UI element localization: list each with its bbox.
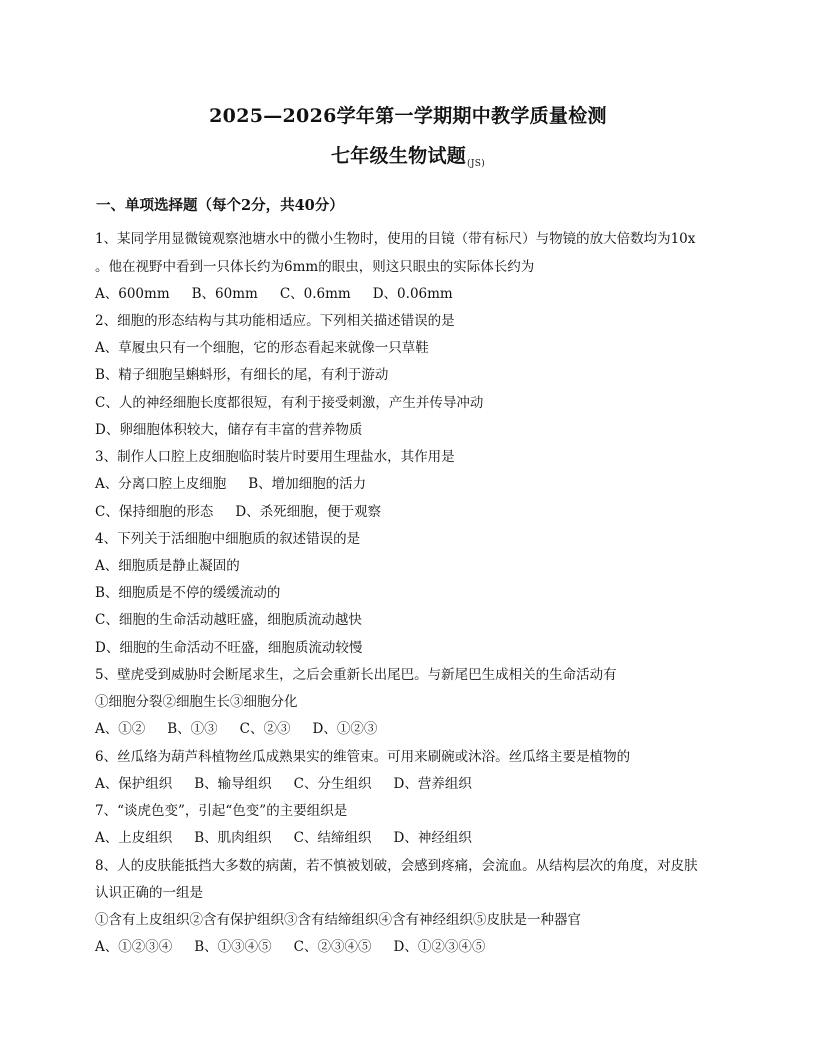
- question-1-options: [95, 285, 453, 303]
- option-a: A、上皮组织: [95, 830, 173, 846]
- exam-subtitle: [0, 141, 816, 169]
- option-c: C、②③④⑤: [293, 939, 372, 955]
- option-c: C、0.6mm: [279, 286, 351, 302]
- option-b: B、输导组织: [194, 776, 272, 792]
- question-2-option-c: C、人的神经细胞长度都很短，有利于接受刺激，产生并传导冲动: [95, 395, 484, 411]
- question-4-option-a: A、细胞质是静止凝固的: [95, 558, 240, 574]
- question-3-options-row-2: [95, 503, 381, 521]
- option-a: A、600mm: [95, 286, 170, 302]
- question-5-options: [95, 720, 377, 738]
- question-4-option-d: D、细胞的生命活动不旺盛，细胞质流动较慢: [95, 640, 363, 656]
- option-d: D、杀死细胞，便于观察: [235, 504, 382, 520]
- question-3-options-row-1: [95, 475, 366, 493]
- question-2-option-b: B、精子细胞呈蝌蚪形，有细长的尾，有利于游动: [95, 367, 389, 383]
- subtitle-text: 七年级生物试题: [330, 145, 467, 167]
- option-a: A、①②③④: [95, 939, 173, 955]
- question-2-stem: 2、细胞的形态结构与其功能相适应。下列相关描述错误的是: [95, 313, 455, 329]
- question-8-stem-line-2: 认识正确的一组是: [95, 885, 203, 901]
- question-1-stem-line-1: 1、某同学用显微镜观察池塘水中的微小生物时，使用的目镜（带有标尺）与物镜的放大倍数均为10x: [95, 231, 696, 247]
- question-6-options: [95, 775, 472, 793]
- question-5-stem-line-1: 5、壁虎受到威胁时会断尾求生，之后会重新长出尾巴。与新尾巴生成相关的生命活动有: [95, 667, 617, 683]
- question-7-stem: 7、“谈虎色变”，引起“色变”的主要组织是: [95, 803, 348, 819]
- option-c: C、保持细胞的形态: [95, 504, 214, 520]
- option-c: C、结缔组织: [293, 830, 372, 846]
- question-4-option-c: C、细胞的生命活动越旺盛，细胞质流动越快: [95, 612, 362, 628]
- question-8-stem-line-1: 8、人的皮肤能抵挡大多数的病菌，若不慎被划破，会感到疼痛，会流血。从结构层次的角度，对皮肤: [95, 858, 698, 874]
- question-2-option-a: A、草履虫只有一个细胞，它的形态看起来就像一只草鞋: [95, 340, 429, 356]
- option-d: D、①②③: [312, 721, 378, 737]
- option-c: C、②③: [239, 721, 291, 737]
- option-c: C、分生组织: [293, 776, 372, 792]
- question-8-stem-line-3: ①含有上皮组织②含有保护组织③含有结缔组织④含有神经组织⑤皮肤是一种器官: [95, 912, 581, 928]
- option-d: D、①②③④⑤: [393, 939, 486, 955]
- question-1-stem-line-2: 。他在视野中看到一只体长约为6mm的眼虫，则这只眼虫的实际体长约为: [95, 259, 535, 275]
- question-2-option-d: D、卵细胞体积较大，储存有丰富的营养物质: [95, 422, 363, 438]
- option-a: A、保护组织: [95, 776, 173, 792]
- question-3-stem: 3、制作人口腔上皮细胞临时装片时要用生理盐水，其作用是: [95, 449, 455, 465]
- question-4-option-b: B、细胞质是不停的缓缓流动的: [95, 585, 281, 601]
- question-4-stem: 4、下列关于活细胞中细胞质的叙述错误的是: [95, 531, 361, 547]
- question-5-stem-line-2: ①细胞分裂②细胞生长③细胞分化: [95, 694, 298, 710]
- exam-title: 2025—2026学年第一学期期中教学质量检测: [209, 105, 607, 127]
- option-b: B、增加细胞的活力: [248, 476, 367, 492]
- option-b: B、①③④⑤: [194, 939, 272, 955]
- option-d: D、0.06mm: [372, 286, 453, 302]
- option-d: D、神经组织: [393, 830, 472, 846]
- question-7-options: [95, 829, 472, 847]
- option-a: A、分离口腔上皮细胞: [95, 476, 227, 492]
- option-b: B、肌肉组织: [194, 830, 272, 846]
- question-6-stem: 6、丝瓜络为葫芦科植物丝瓜成熟果实的维管束。可用来刷碗或沐浴。丝瓜络主要是植物的: [95, 749, 631, 765]
- option-b: B、①③: [167, 721, 218, 737]
- option-b: B、60mm: [191, 286, 258, 302]
- question-8-options: [95, 938, 485, 956]
- section-heading: 一、单项选择题（每个2分，共40分）: [96, 197, 344, 214]
- option-a: A、①②: [95, 721, 146, 737]
- subtitle-note: (JS): [467, 159, 486, 169]
- option-d: D、营养组织: [393, 776, 472, 792]
